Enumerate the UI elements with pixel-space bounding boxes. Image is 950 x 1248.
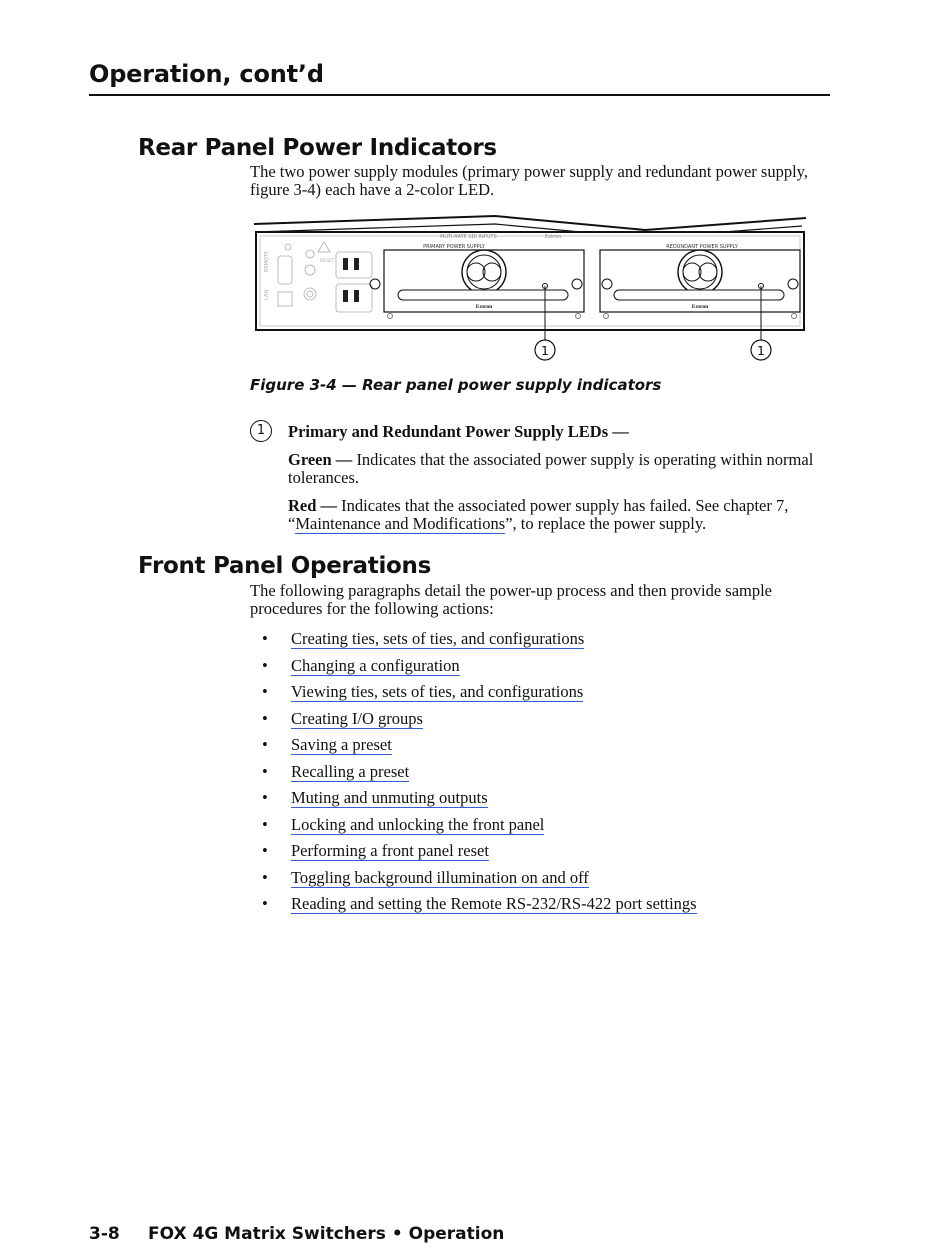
svg-text:REMOTE: REMOTE — [264, 250, 270, 272]
link-creating-io-groups[interactable]: Creating I/O groups — [291, 708, 423, 728]
svg-text:Extron: Extron — [475, 304, 493, 310]
red-text-start: Indicates that the associated power supply has failed. See chapter 7, “ — [288, 496, 789, 533]
link-remote-port-settings[interactable]: Reading and setting the Remote RS-232/RS-422 port settings — [291, 894, 697, 913]
led-heading: Primary and Redundant Power Supply LEDs — — [288, 422, 629, 441]
green-term: Green — — [288, 450, 353, 469]
callout-redundant: 1 — [757, 344, 765, 358]
link-saving-preset[interactable]: Saving a preset — [291, 735, 392, 754]
svg-text:RESET: RESET — [320, 259, 335, 264]
list-item: • Creating I/O groups — [262, 708, 423, 728]
svg-text:REDUNDANT POWER SUPPLY: REDUNDANT POWER SUPPLY — [666, 244, 738, 250]
page-number: 3-8 — [89, 1224, 120, 1244]
running-head: Operation, cont’d — [89, 60, 324, 88]
list-item: • Saving a preset — [262, 735, 392, 754]
rear-panel-heading: Rear Panel Power Indicators — [138, 135, 497, 161]
header-rule — [89, 94, 830, 96]
callout-number-badge: 1 — [250, 420, 272, 442]
list-item: • Muting and unmuting outputs — [262, 788, 488, 807]
front-panel-heading: Front Panel Operations — [138, 553, 432, 579]
link-locking-front-panel[interactable]: Locking and unlocking the front panel — [291, 814, 545, 834]
callout-primary: 1 — [541, 344, 549, 358]
list-item: • Reading and setting the Remote RS-232/RS-422 port settings — [262, 894, 697, 913]
rear-panel-intro: The two power supply modules (primary power supply and redundant power supply, figure 3-4) each have a 2-color LED. — [250, 162, 808, 199]
list-item: • Locking and unlocking the front panel — [262, 814, 545, 834]
svg-text:LAN: LAN — [264, 289, 270, 300]
link-creating-ties[interactable]: Creating ties, sets of ties, and configurations — [291, 629, 585, 648]
action-list — [262, 629, 697, 921]
page-footer — [89, 1224, 504, 1244]
svg-text:PRIMARY POWER SUPPLY: PRIMARY POWER SUPPLY — [423, 244, 485, 250]
list-item: • Creating ties, sets of ties, and configurations — [262, 629, 585, 648]
green-description — [288, 451, 828, 487]
link-front-panel-reset[interactable]: Performing a front panel reset — [291, 841, 489, 860]
list-item: • Viewing ties, sets of ties, and configurations — [262, 682, 584, 701]
maintenance-link[interactable]: Maintenance and Modifications — [295, 514, 506, 533]
link-viewing-ties[interactable]: Viewing ties, sets of ties, and configurations — [291, 682, 584, 701]
red-term: Red — — [288, 496, 338, 515]
link-background-illumination[interactable]: Toggling background illumination on and off — [291, 867, 589, 887]
list-item: • Changing a configuration — [262, 655, 460, 675]
figure-caption: Figure 3-4 — Rear panel power supply indicators — [250, 376, 662, 394]
footer-title: FOX 4G Matrix Switchers • Operation — [148, 1224, 505, 1244]
green-text: Indicates that the associated power supply is operating within normal tolerances. — [288, 450, 814, 487]
list-item: • Performing a front panel reset — [262, 841, 489, 860]
svg-text:Extron: Extron — [545, 234, 562, 240]
rear-panel-illustration — [250, 212, 810, 362]
red-text-end: ”, to replace the power supply. — [505, 514, 707, 533]
list-item: • Toggling background illumination on and off — [262, 867, 589, 887]
link-changing-configuration[interactable]: Changing a configuration — [291, 655, 460, 675]
front-panel-intro: The following paragraphs detail the power-up process and then provide sample procedures for the following actions: — [250, 581, 773, 618]
link-recalling-preset[interactable]: Recalling a preset — [291, 761, 410, 781]
list-item: • Recalling a preset — [262, 761, 410, 781]
svg-text:MUTI-RATE SDI INPUTS: MUTI-RATE SDI INPUTS — [440, 234, 497, 240]
rear-panel-figure — [250, 212, 810, 362]
svg-text:Extron: Extron — [691, 304, 709, 310]
link-muting-outputs[interactable]: Muting and unmuting outputs — [291, 788, 488, 807]
red-description — [288, 497, 828, 533]
